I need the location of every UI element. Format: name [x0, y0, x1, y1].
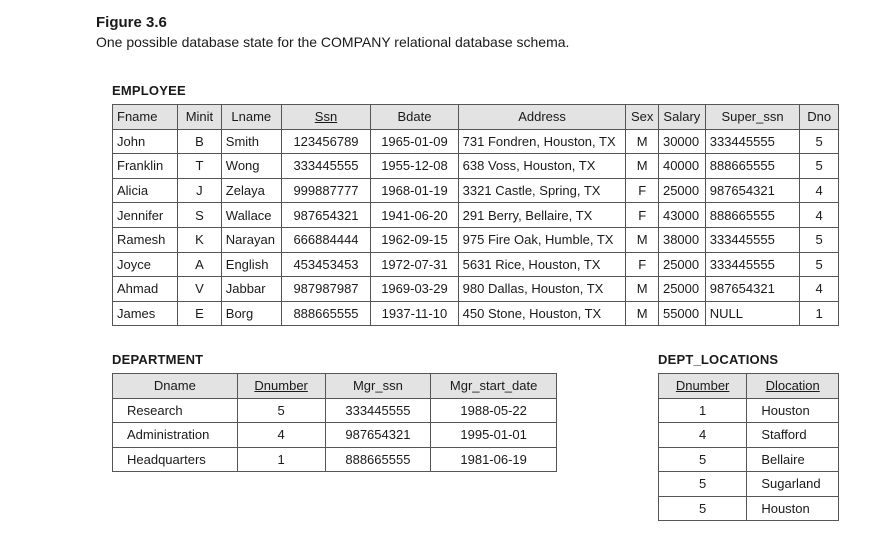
employee-row-cell: M	[626, 227, 659, 252]
employee-row	[113, 301, 839, 326]
employee-row-cell: 888665555	[705, 203, 800, 228]
employee-row	[113, 252, 839, 277]
employee-row-cell: A	[178, 252, 222, 277]
dept-locations-row-cell: 5	[659, 472, 747, 497]
department-header-row	[113, 374, 557, 399]
employee-row-cell: M	[626, 301, 659, 326]
employee-row-cell: E	[178, 301, 222, 326]
employee-row-cell: 3321 Castle, Spring, TX	[458, 178, 626, 203]
employee-row-cell: M	[626, 277, 659, 302]
employee-row-cell: 731 Fondren, Houston, TX	[458, 129, 626, 154]
dept-locations-row	[659, 447, 839, 472]
employee-row-cell: Zelaya	[221, 178, 281, 203]
dept-locations-row-cell: Bellaire	[747, 447, 839, 472]
employee-row-cell: 1965-01-09	[371, 129, 458, 154]
department-row	[113, 423, 557, 448]
employee-row-cell: John	[113, 129, 178, 154]
employee-row	[113, 154, 839, 179]
dept-locations-row	[659, 398, 839, 423]
employee-row-cell: Ramesh	[113, 227, 178, 252]
dept-locations-table-label: DEPT_LOCATIONS	[658, 352, 779, 367]
employee-header-cell: Sex	[626, 105, 659, 130]
dept-locations-row-cell: 5	[659, 496, 747, 521]
employee-row-cell: 1941-06-20	[371, 203, 458, 228]
employee-row-cell: Borg	[221, 301, 281, 326]
department-row-cell: 5	[237, 398, 325, 423]
department-header-cell: Mgr_ssn	[325, 374, 431, 399]
employee-row	[113, 203, 839, 228]
employee-row-cell: 5631 Rice, Houston, TX	[458, 252, 626, 277]
department-row-cell: 333445555	[325, 398, 431, 423]
employee-row-cell: B	[178, 129, 222, 154]
dept-locations-row-cell: Sugarland	[747, 472, 839, 497]
employee-row-cell: Wallace	[221, 203, 281, 228]
employee-row-cell: 25000	[658, 277, 705, 302]
employee-row-cell: 4	[800, 203, 839, 228]
employee-row-cell: 999887777	[281, 178, 370, 203]
employee-row-cell: 987654321	[281, 203, 370, 228]
dept-locations-row-cell: 4	[659, 423, 747, 448]
employee-row-cell: V	[178, 277, 222, 302]
employee-header-cell: Minit	[178, 105, 222, 130]
employee-row-cell: F	[626, 203, 659, 228]
employee-header-cell: Dno	[800, 105, 839, 130]
employee-header-cell: Salary	[658, 105, 705, 130]
employee-row-cell: F	[626, 178, 659, 203]
employee-row-cell: 5	[800, 227, 839, 252]
department-header-cell: Dname	[113, 374, 238, 399]
employee-row-cell: 450 Stone, Houston, TX	[458, 301, 626, 326]
employee-row-cell: 987987987	[281, 277, 370, 302]
employee-row-cell: 1968-01-19	[371, 178, 458, 203]
department-row-cell: 4	[237, 423, 325, 448]
employee-row-cell: 888665555	[705, 154, 800, 179]
department-row-cell: 1	[237, 447, 325, 472]
dept-locations-header-cell-primary-key: Dnumber	[659, 374, 747, 399]
dept-locations-row	[659, 496, 839, 521]
employee-row-cell: J	[178, 178, 222, 203]
employee-row-cell: 25000	[658, 252, 705, 277]
figure-title: Figure 3.6	[96, 14, 167, 31]
dept-locations-header-cell-primary-key: Dlocation	[747, 374, 839, 399]
department-table-label: DEPARTMENT	[112, 352, 204, 367]
employee-header-cell: Super_ssn	[705, 105, 800, 130]
employee-row-cell: 25000	[658, 178, 705, 203]
employee-header-cell: Fname	[113, 105, 178, 130]
employee-table-label: EMPLOYEE	[112, 83, 186, 98]
employee-row-cell: Smith	[221, 129, 281, 154]
employee-row-cell: 333445555	[705, 252, 800, 277]
employee-row-cell: Jabbar	[221, 277, 281, 302]
employee-row	[113, 227, 839, 252]
employee-row-cell: 975 Fire Oak, Humble, TX	[458, 227, 626, 252]
employee-header-row	[113, 105, 839, 130]
dept-locations-row	[659, 423, 839, 448]
department-row-cell: 1981-06-19	[431, 447, 557, 472]
employee-row-cell: S	[178, 203, 222, 228]
dept-locations-row-cell: Houston	[747, 496, 839, 521]
dept-locations-row	[659, 472, 839, 497]
department-row	[113, 398, 557, 423]
employee-row-cell: NULL	[705, 301, 800, 326]
employee-row-cell: 1972-07-31	[371, 252, 458, 277]
employee-row-cell: Joyce	[113, 252, 178, 277]
employee-row	[113, 277, 839, 302]
employee-row-cell: T	[178, 154, 222, 179]
employee-header-cell: Address	[458, 105, 626, 130]
employee-row-cell: 1962-09-15	[371, 227, 458, 252]
employee-row-cell: 291 Berry, Bellaire, TX	[458, 203, 626, 228]
employee-row-cell: 5	[800, 252, 839, 277]
dept-locations-row-cell: Stafford	[747, 423, 839, 448]
employee-row-cell: Franklin	[113, 154, 178, 179]
employee-row	[113, 178, 839, 203]
department-row-cell: 1988-05-22	[431, 398, 557, 423]
employee-row	[113, 129, 839, 154]
employee-row-cell: M	[626, 129, 659, 154]
employee-row-cell: M	[626, 154, 659, 179]
department-row	[113, 447, 557, 472]
employee-row-cell: 4	[800, 277, 839, 302]
employee-row-cell: 638 Voss, Houston, TX	[458, 154, 626, 179]
employee-row-cell: Alicia	[113, 178, 178, 203]
employee-row-cell: 1937-11-10	[371, 301, 458, 326]
employee-row-cell: 1969-03-29	[371, 277, 458, 302]
employee-row-cell: F	[626, 252, 659, 277]
department-header-cell: Mgr_start_date	[431, 374, 557, 399]
employee-row-cell: 453453453	[281, 252, 370, 277]
employee-header-cell-primary-key: Ssn	[281, 105, 370, 130]
department-row-cell: 888665555	[325, 447, 431, 472]
employee-row-cell: English	[221, 252, 281, 277]
employee-row-cell: 38000	[658, 227, 705, 252]
employee-row-cell: 123456789	[281, 129, 370, 154]
employee-row-cell: 55000	[658, 301, 705, 326]
employee-row-cell: 888665555	[281, 301, 370, 326]
employee-row-cell: 333445555	[705, 129, 800, 154]
dept-locations-row-cell: Houston	[747, 398, 839, 423]
department-header-cell-primary-key: Dnumber	[237, 374, 325, 399]
department-row-cell: Headquarters	[113, 447, 238, 472]
employee-row-cell: Narayan	[221, 227, 281, 252]
employee-row-cell: 987654321	[705, 277, 800, 302]
employee-table	[112, 104, 839, 326]
employee-row-cell: 40000	[658, 154, 705, 179]
department-table	[112, 373, 557, 472]
dept-locations-row-cell: 1	[659, 398, 747, 423]
employee-row-cell: 980 Dallas, Houston, TX	[458, 277, 626, 302]
employee-row-cell: 987654321	[705, 178, 800, 203]
department-row-cell: 987654321	[325, 423, 431, 448]
employee-row-cell: 333445555	[705, 227, 800, 252]
employee-row-cell: 43000	[658, 203, 705, 228]
employee-row-cell: K	[178, 227, 222, 252]
employee-header-cell: Lname	[221, 105, 281, 130]
employee-row-cell: 5	[800, 129, 839, 154]
department-row-cell: 1995-01-01	[431, 423, 557, 448]
employee-row-cell: Wong	[221, 154, 281, 179]
employee-row-cell: 1955-12-08	[371, 154, 458, 179]
employee-row-cell: 30000	[658, 129, 705, 154]
employee-row-cell: James	[113, 301, 178, 326]
dept-locations-row-cell: 5	[659, 447, 747, 472]
dept-locations-header-row	[659, 374, 839, 399]
employee-row-cell: 1	[800, 301, 839, 326]
employee-row-cell: 333445555	[281, 154, 370, 179]
employee-row-cell: Jennifer	[113, 203, 178, 228]
employee-row-cell: 4	[800, 178, 839, 203]
employee-row-cell: 5	[800, 154, 839, 179]
employee-row-cell: 666884444	[281, 227, 370, 252]
department-row-cell: Research	[113, 398, 238, 423]
dept-locations-table	[658, 373, 839, 521]
figure-caption: One possible database state for the COMPANY relational database schema.	[96, 34, 570, 50]
department-row-cell: Administration	[113, 423, 238, 448]
employee-header-cell: Bdate	[371, 105, 458, 130]
employee-row-cell: Ahmad	[113, 277, 178, 302]
